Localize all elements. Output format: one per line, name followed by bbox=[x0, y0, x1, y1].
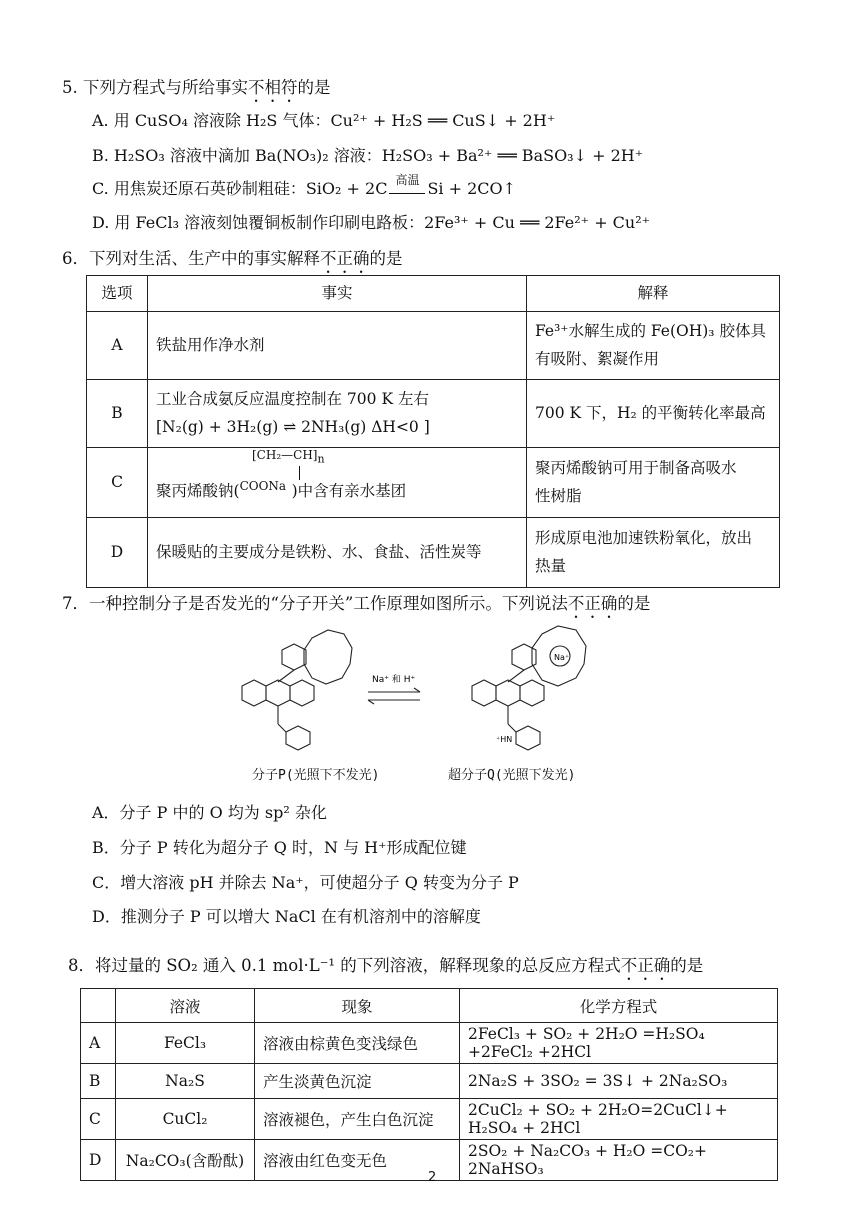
q7-option-d: D．推测分子 P 可以增大 NaCl 在有机溶剂中的溶解度 bbox=[92, 907, 481, 926]
na-ion-label: Na⁺ bbox=[554, 653, 570, 662]
table-header-row bbox=[81, 989, 778, 1023]
row-phenomenon: 溶液由棕黄色变浅绿色 bbox=[255, 1023, 460, 1064]
q6-table bbox=[86, 275, 780, 588]
q7-stem: 7．一种控制分子是否发光的“分子开关”工作原理如图所示。下列说法不正确的是 bbox=[62, 594, 651, 613]
table-row bbox=[87, 518, 780, 588]
row-equation: 2FeCl₃ + SO₂ + 2H₂O =H₂SO₄ +2FeCl₂ +2HCl bbox=[460, 1023, 778, 1064]
caption-supramolecule-q: 超分子Q(光照下发光) bbox=[448, 768, 576, 783]
q5-option-d: D. 用 FeCl₃ 溶液刻蚀覆铜板制作印刷电路板：2Fe³⁺ + Cu ══ 2Fe²⁺ + Cu²⁺ bbox=[92, 213, 651, 232]
header-solution: 溶液 bbox=[116, 989, 255, 1023]
caption-molecule-p: 分子P(光照下不发光) bbox=[252, 768, 380, 783]
header-option: 选项 bbox=[87, 276, 148, 312]
q8-table bbox=[80, 988, 778, 1181]
q7-option-a: A．分子 P 中的 O 均为 sp² 杂化 bbox=[92, 803, 327, 822]
row-option: A bbox=[81, 1023, 116, 1064]
header-explanation: 解释 bbox=[527, 276, 780, 312]
row-explanation: 形成原电池加速铁粉氧化，放出 热量 bbox=[527, 518, 780, 588]
arrow-label: Na⁺ 和 H⁺ bbox=[372, 675, 416, 685]
row-option: D bbox=[87, 518, 148, 588]
row-solution: FeCl₃ bbox=[116, 1023, 255, 1064]
page-number: 2 bbox=[428, 1170, 437, 1185]
row-explanation: 700 K 下，H₂ 的平衡转化率最高 bbox=[527, 380, 780, 448]
row-solution: Na₂S bbox=[116, 1064, 255, 1099]
header-phenomenon: 现象 bbox=[255, 989, 460, 1023]
header-equation: 化学方程式 bbox=[460, 989, 778, 1023]
row-solution: CuCl₂ bbox=[116, 1099, 255, 1140]
q5-option-a: A. 用 CuSO₄ 溶液除 H₂S 气体：Cu²⁺ + H₂S ══ CuS↓ + 2H⁺ bbox=[92, 111, 556, 130]
q7-option-b: B．分子 P 转化为超分子 Q 时，N 与 H⁺形成配位键 bbox=[92, 838, 467, 857]
molecule-q-structure bbox=[472, 626, 586, 750]
table-row bbox=[81, 1099, 778, 1140]
polymer-repeat-unit: $[CH_2—CH]_n$ bbox=[252, 447, 325, 465]
row-option: A bbox=[87, 312, 148, 380]
row-fact: 铁盐用作净水剂 bbox=[148, 312, 527, 380]
row-explanation: 聚丙烯酸钠可用于制备高吸水 性树脂 bbox=[527, 448, 780, 518]
row-solution: Na₂CO₃(含酚酞) bbox=[116, 1140, 255, 1181]
row-option: C bbox=[81, 1099, 116, 1140]
row-fact: $[CH_2—CH]_n$ 聚丙烯酸钠(COONa )中含有亲水基团 bbox=[148, 448, 527, 518]
row-phenomenon: 产生淡黄色沉淀 bbox=[255, 1064, 460, 1099]
header-blank bbox=[81, 989, 116, 1023]
row-option: B bbox=[81, 1064, 116, 1099]
q6-stem: 6．下列对生活、生产中的事实解释不正确的是 bbox=[62, 249, 403, 268]
row-explanation: Fe³⁺水解生成的 Fe(OH)₃ 胶体具 有吸附、絮凝作用 bbox=[527, 312, 780, 380]
row-option: C bbox=[87, 448, 148, 518]
table-header-row bbox=[87, 276, 780, 312]
row-phenomenon: 溶液由红色变无色 bbox=[255, 1140, 460, 1181]
row-fact: 工业合成氨反应温度控制在 700 K 左右 [N₂(g) + 3H₂(g) ⇌ 2NH₃(g) ΔH<0 ] bbox=[148, 380, 527, 448]
q7-option-c: C．增大溶液 pH 并除去 Na⁺，可使超分子 Q 转变为分子 P bbox=[92, 873, 519, 892]
row-option: D bbox=[81, 1140, 116, 1181]
table-row bbox=[87, 448, 780, 518]
table-row bbox=[87, 312, 780, 380]
polymer-bond bbox=[299, 466, 300, 480]
q5-stem: 5. 下列方程式与所给事实不相符的是 bbox=[62, 78, 331, 97]
row-phenomenon: 溶液褪色，产生白色沉淀 bbox=[255, 1099, 460, 1140]
hn-label: ⁺HN bbox=[496, 735, 513, 744]
header-fact: 事实 bbox=[148, 276, 527, 312]
q5-option-b: B. H₂SO₃ 溶液中滴加 Ba(NO₃)₂ 溶液：H₂SO₃ + Ba²⁺ ══ BaSO₃↓ + 2H⁺ bbox=[92, 146, 644, 165]
table-row bbox=[81, 1023, 778, 1064]
row-equation: 2SO₂ + Na₂CO₃ + H₂O =CO₂+ 2NaHSO₃ bbox=[460, 1140, 778, 1181]
row-fact: 保暖贴的主要成分是铁粉、水、食盐、活性炭等 bbox=[148, 518, 527, 588]
table-row bbox=[81, 1064, 778, 1099]
polymer-side-group: COONa bbox=[239, 478, 287, 493]
table-row bbox=[87, 380, 780, 448]
row-equation: 2CuCl₂ + SO₂ + 2H₂O=2CuCl↓+ H₂SO₄ + 2HCl bbox=[460, 1099, 778, 1140]
row-equation: 2Na₂S + 3SO₂ = 3S↓ + 2Na₂SO₃ bbox=[460, 1064, 778, 1099]
row-option: B bbox=[87, 380, 148, 448]
q8-stem: 8．将过量的 SO₂ 通入 0.1 mol·L⁻¹ 的下列溶液，解释现象的总反应方程式不正确的是 bbox=[68, 956, 704, 975]
molecule-p-structure bbox=[242, 630, 352, 750]
q5-option-c: C. 用焦炭还原石英砂制粗硅：SiO₂ + 2C 高温 Si + 2CO↑ bbox=[92, 173, 517, 198]
